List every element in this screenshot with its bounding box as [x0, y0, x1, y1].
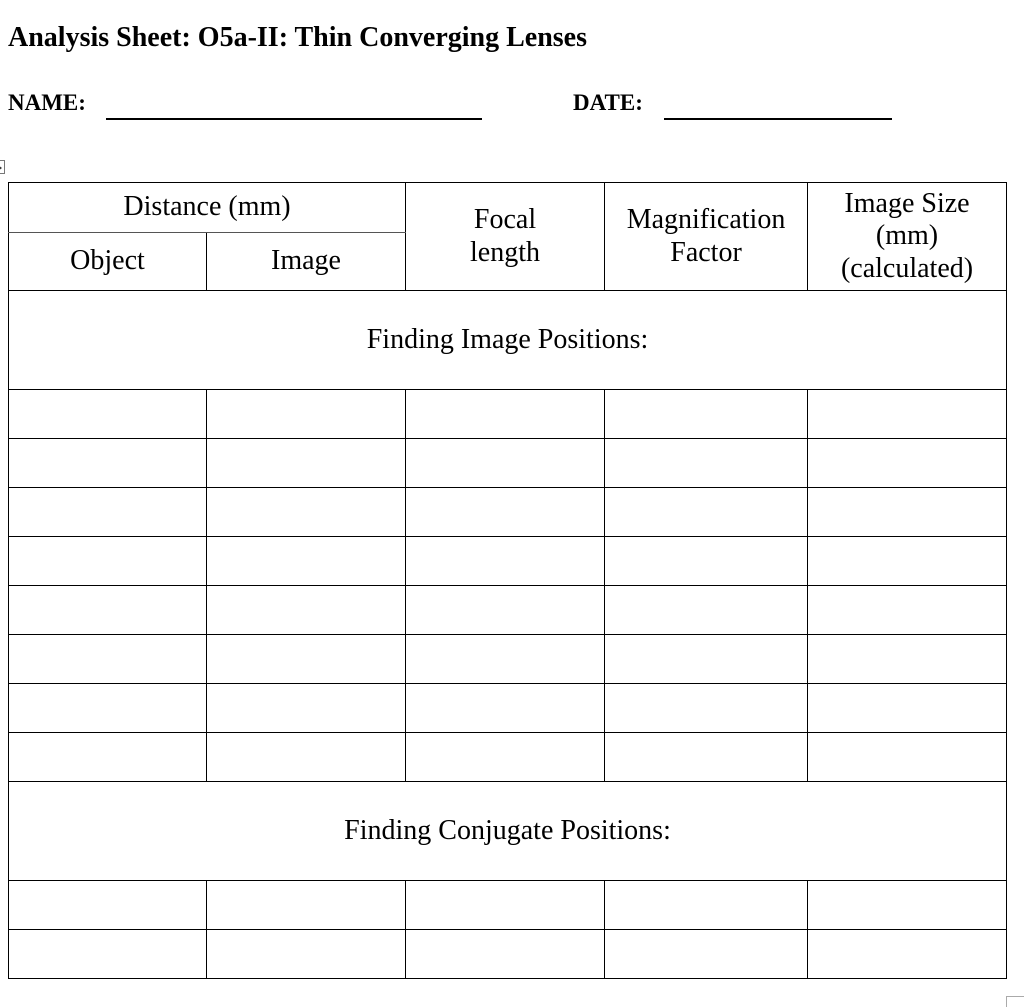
cell-image-size[interactable]	[808, 488, 1007, 537]
cell-focal-length[interactable]	[406, 488, 605, 537]
cell-focal-length[interactable]	[406, 390, 605, 439]
table-row	[9, 930, 1007, 979]
cell-magnification[interactable]	[605, 439, 808, 488]
cell-magnification[interactable]	[605, 930, 808, 979]
section-label: Finding Conjugate Positions:	[9, 782, 1007, 881]
cell-object[interactable]	[9, 635, 207, 684]
table-row	[9, 439, 1007, 488]
analysis-table	[8, 182, 1007, 979]
cell-image[interactable]	[207, 586, 406, 635]
section-row	[9, 782, 1007, 881]
cell-object[interactable]	[9, 439, 207, 488]
table-row	[9, 881, 1007, 930]
cell-image-size[interactable]	[808, 635, 1007, 684]
cell-focal-length[interactable]	[406, 930, 605, 979]
header-image-size-text: Image Size (mm) (calculated)	[840, 188, 974, 284]
table-row	[9, 733, 1007, 782]
table-row	[9, 488, 1007, 537]
cell-object[interactable]	[9, 881, 207, 930]
cell-object[interactable]	[9, 930, 207, 979]
header-magnification-factor	[605, 183, 808, 291]
cell-focal-length[interactable]	[406, 881, 605, 930]
cell-magnification[interactable]	[605, 733, 808, 782]
cell-image[interactable]	[207, 390, 406, 439]
date-blank-line[interactable]	[664, 118, 892, 120]
cell-magnification[interactable]	[605, 390, 808, 439]
cell-object[interactable]	[9, 586, 207, 635]
header-distance: Distance (mm)	[9, 183, 406, 233]
cell-image-size[interactable]	[808, 390, 1007, 439]
header-magnification-factor-text: Magnification Factor	[626, 204, 786, 268]
cell-image-size[interactable]	[808, 881, 1007, 930]
cell-image[interactable]	[207, 881, 406, 930]
name-blank-line[interactable]	[106, 118, 482, 120]
cell-object[interactable]	[9, 733, 207, 782]
cell-object[interactable]	[9, 390, 207, 439]
section-label: Finding Image Positions:	[9, 291, 1007, 390]
cell-image[interactable]	[207, 439, 406, 488]
cell-image-size[interactable]	[808, 684, 1007, 733]
cell-focal-length[interactable]	[406, 635, 605, 684]
header-focal-length-text: Focal length	[470, 204, 541, 268]
date-label: DATE:	[573, 90, 643, 115]
header-object: Object	[9, 233, 207, 291]
cell-object[interactable]	[9, 537, 207, 586]
cell-magnification[interactable]	[605, 488, 808, 537]
cell-focal-length[interactable]	[406, 439, 605, 488]
cell-image-size[interactable]	[808, 733, 1007, 782]
header-image: Image	[207, 233, 406, 291]
cell-object[interactable]	[9, 488, 207, 537]
header-fields	[0, 88, 1024, 128]
cell-image[interactable]	[207, 930, 406, 979]
cell-image-size[interactable]	[808, 537, 1007, 586]
table-row	[9, 390, 1007, 439]
cell-image[interactable]	[207, 488, 406, 537]
cell-focal-length[interactable]	[406, 684, 605, 733]
section-row	[9, 291, 1007, 390]
cell-magnification[interactable]	[605, 635, 808, 684]
header-row-1	[9, 183, 1007, 233]
table-row	[9, 586, 1007, 635]
cell-magnification[interactable]	[605, 881, 808, 930]
table-row	[9, 635, 1007, 684]
name-label: NAME:	[8, 90, 86, 115]
header-image-size	[808, 183, 1007, 291]
table-row	[9, 684, 1007, 733]
cell-image[interactable]	[207, 635, 406, 684]
cell-image-size[interactable]	[808, 586, 1007, 635]
table-row	[9, 537, 1007, 586]
cell-image[interactable]	[207, 684, 406, 733]
header-focal-length	[406, 183, 605, 291]
cell-object[interactable]	[9, 684, 207, 733]
cell-image-size[interactable]	[808, 930, 1007, 979]
cell-focal-length[interactable]	[406, 586, 605, 635]
table-move-handle-icon[interactable]	[0, 160, 5, 174]
cell-focal-length[interactable]	[406, 733, 605, 782]
cell-image[interactable]	[207, 537, 406, 586]
cell-image-size[interactable]	[808, 439, 1007, 488]
cell-magnification[interactable]	[605, 537, 808, 586]
resize-handle-icon[interactable]	[1006, 996, 1024, 1007]
page-title: Analysis Sheet: O5a-II: Thin Converging Lenses	[8, 22, 588, 53]
cell-image[interactable]	[207, 733, 406, 782]
cell-magnification[interactable]	[605, 586, 808, 635]
cell-magnification[interactable]	[605, 684, 808, 733]
cell-focal-length[interactable]	[406, 537, 605, 586]
